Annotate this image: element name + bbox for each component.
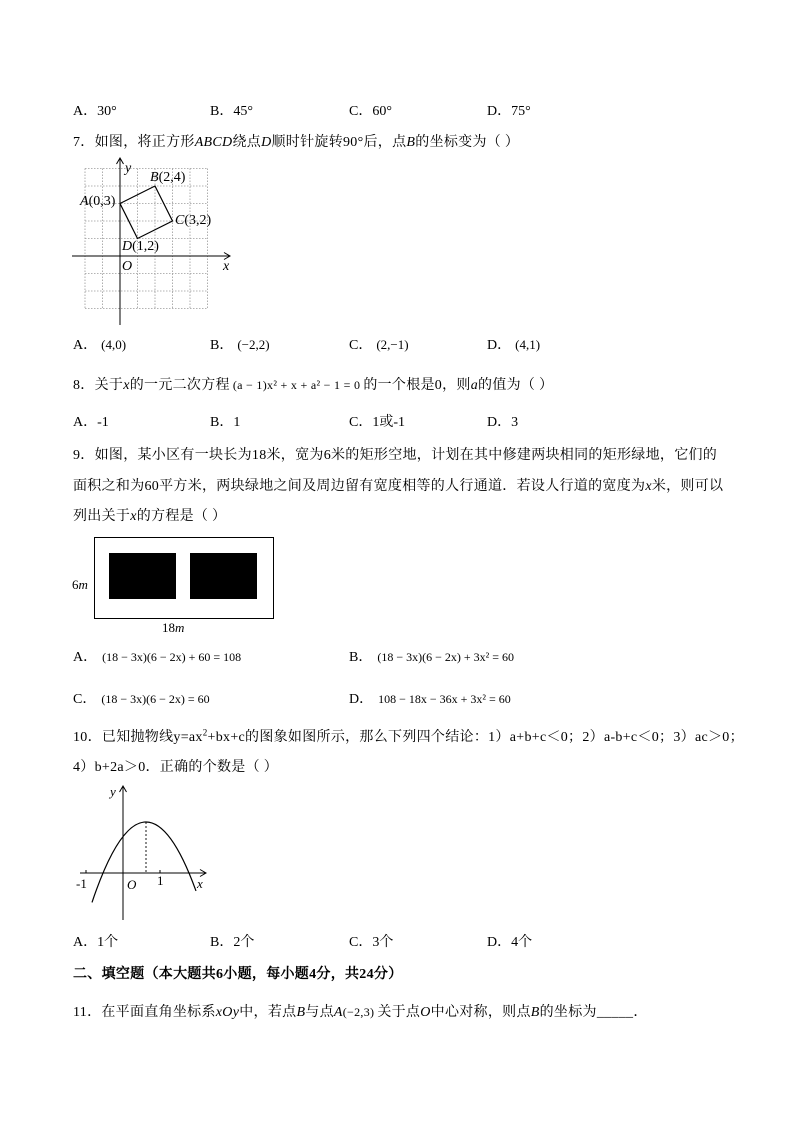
option-label: A． — [73, 338, 98, 353]
q11-point-name: B — [530, 1005, 540, 1020]
q11-stem — [73, 1003, 648, 1022]
q9-option-a — [73, 648, 241, 667]
q11-point-coord: (−2,3) — [342, 1005, 375, 1019]
q9-stem-line-1: 9．如图，某小区有一块长为18米，宽为6米的矩形空地，计划在其中修建两块相同的矩形绿地，它们的 — [73, 448, 718, 463]
q10-option-a: A．1个 — [73, 935, 119, 950]
q10-stem-line-2: 4）b+2a＞0．正确的个数是（ ） — [73, 760, 279, 775]
q8-stem — [73, 376, 553, 395]
q8-option-c: C．1或-1 — [349, 415, 405, 430]
q8-stem-text: 8．关于 — [73, 378, 124, 393]
q8-stem-text: 的值为（ ） — [478, 378, 554, 393]
q8-option-d: D．3 — [487, 415, 519, 430]
q9-option-c — [73, 690, 210, 709]
q9-stem-line-3 — [73, 508, 226, 526]
length-number: 18 — [162, 620, 175, 635]
q10-stem-text: 10．已知抛物线y=ax — [73, 730, 203, 745]
option-value: (4,0) — [101, 337, 127, 352]
q11-point-name: A — [333, 1005, 343, 1020]
option-equation: (18 − 3x)(6 − 2x) = 60 — [101, 692, 210, 706]
q8-option-b: B．1 — [210, 415, 241, 430]
q9-stem-text: 列出关于 — [73, 509, 131, 524]
q9-variable: x — [130, 509, 137, 524]
q7-point-name: B — [406, 135, 416, 150]
parabola-curve — [92, 822, 196, 902]
tick-label-neg1: -1 — [76, 876, 87, 891]
q10-stem-line-1 — [73, 729, 744, 747]
q7-stem — [73, 134, 519, 152]
q10-stem-text: +bx+c的图象如图所示，那么下列四个结论：1）a+b+c＜0；2）a-b+c＜0；3）ac＞0； — [207, 730, 744, 745]
q9-option-b — [349, 648, 514, 667]
length-unit: m — [175, 620, 185, 635]
y-axis-label: y — [110, 784, 116, 799]
q6-option-d: D．75° — [487, 104, 531, 119]
point-d-letter: D — [122, 239, 133, 254]
point-b-label — [150, 170, 186, 185]
q7-option-a — [73, 336, 126, 355]
option-value: (2,−1) — [376, 337, 409, 352]
section-2-title: 二、填空题（本大题共6小题，每小题4分，共24分） — [73, 967, 403, 982]
q9-stem-text: 米，则可以 — [651, 479, 724, 494]
q7-square-name: ABCD — [194, 135, 233, 150]
option-label: C． — [73, 692, 97, 707]
option-equation: 108 − 18x − 36x + 3x² = 60 — [378, 692, 511, 706]
q9-stem-text: 面积之和为60平方米，两块绿地之间及周边留有宽度相等的人行通道．若设人行道的宽度为 — [73, 479, 646, 494]
q11-coordinate-system: xOy — [215, 1005, 240, 1020]
point-c-letter: C — [175, 213, 185, 228]
point-b-letter: B — [150, 170, 159, 185]
origin-label: O — [122, 259, 133, 274]
option-label: B． — [349, 650, 373, 665]
square-abcd — [120, 186, 173, 239]
point-a-coord: (0,3) — [88, 194, 116, 209]
q6-option-a: A．30° — [73, 104, 117, 119]
point-d-label — [121, 239, 159, 254]
q8-stem-text: 的一元二次方程 — [129, 378, 230, 393]
q7-stem-text: 顺时针旋转90°后，点 — [271, 135, 407, 150]
q7-stem-text: 的坐标变为（ ） — [415, 135, 520, 150]
y-axis-label: y — [125, 161, 132, 176]
q9-width-label — [72, 577, 88, 593]
q11-stem-text: 中，若点 — [239, 1005, 297, 1020]
q7-stem-text: 7．如图，将正方形 — [73, 135, 195, 150]
width-number: 6 — [72, 577, 79, 592]
q7-option-b — [210, 336, 270, 355]
q11-stem-text: ． — [633, 1005, 648, 1020]
q7-grid-svg — [68, 155, 238, 330]
green-plot-right — [190, 553, 257, 599]
q11-stem-text: 中心对称，则点 — [430, 1005, 531, 1020]
option-equation: (18 − 3x)(6 − 2x) + 60 = 108 — [102, 650, 242, 664]
q9-variable: x — [645, 479, 652, 494]
q7-option-c — [349, 336, 409, 355]
option-label: C． — [349, 338, 373, 353]
q11-stem-text: 关于点 — [377, 1005, 421, 1020]
option-label: A． — [73, 650, 98, 665]
option-equation: (18 − 3x)(6 − 2x) + 3x² = 60 — [377, 650, 514, 664]
q6-option-b: B．45° — [210, 104, 253, 119]
q11-stem-text: 的坐标为 — [539, 1005, 597, 1020]
q9-length-label — [162, 620, 184, 636]
q8-variable: x — [123, 378, 130, 393]
q11-stem-text: 与点 — [305, 1005, 334, 1020]
q7-point-name: D — [261, 135, 272, 150]
q9-option-d — [349, 690, 511, 709]
origin-label: O — [127, 877, 137, 892]
option-value: (−2,2) — [237, 337, 270, 352]
q11-point-name: O — [420, 1005, 431, 1020]
q8-variable: a — [470, 378, 479, 393]
option-label: D． — [487, 338, 512, 353]
q7-stem-text: 绕点 — [232, 135, 262, 150]
q10-option-d: D．4个 — [487, 935, 533, 950]
green-plot-left — [109, 553, 176, 599]
q9-rectangle-figure — [94, 537, 274, 619]
point-a-label — [79, 194, 116, 209]
q6-option-c: C．60° — [349, 104, 392, 119]
option-label: D． — [349, 692, 374, 707]
answer-blank: _____ — [596, 1005, 634, 1020]
width-unit: m — [78, 577, 88, 592]
q10-option-b: B．2个 — [210, 935, 255, 950]
q8-equation: (a − 1)x² + x + a² − 1 = 0 — [232, 378, 361, 392]
x-axis-label: x — [197, 876, 203, 891]
x-axis-label: x — [223, 259, 230, 274]
point-b-coord: (2,4) — [158, 170, 186, 185]
q7-coordinate-figure — [68, 155, 238, 330]
q8-option-a: A．-1 — [73, 415, 109, 430]
q7-option-d — [487, 336, 540, 355]
point-d-coord: (1,2) — [132, 239, 159, 254]
q10-parabola-figure — [70, 782, 210, 924]
q10-option-c: C．3个 — [349, 935, 394, 950]
q11-point-name: B — [296, 1005, 306, 1020]
option-label: B． — [210, 338, 234, 353]
point-a-letter: A — [80, 194, 89, 209]
q10-parabola-svg — [70, 782, 210, 924]
point-c-coord: (3,2) — [184, 213, 212, 228]
q10-exponent: 2 — [202, 727, 208, 738]
tick-label-1: 1 — [157, 873, 164, 888]
q8-stem-text: 的一个根是0，则 — [363, 378, 471, 393]
q11-stem-text: 11．在平面直角坐标系 — [73, 1005, 216, 1020]
q9-stem-text: 的方程是（ ） — [136, 509, 227, 524]
point-c-label — [175, 213, 212, 228]
option-value: (4,1) — [515, 337, 541, 352]
q9-stem-line-2 — [73, 478, 723, 496]
